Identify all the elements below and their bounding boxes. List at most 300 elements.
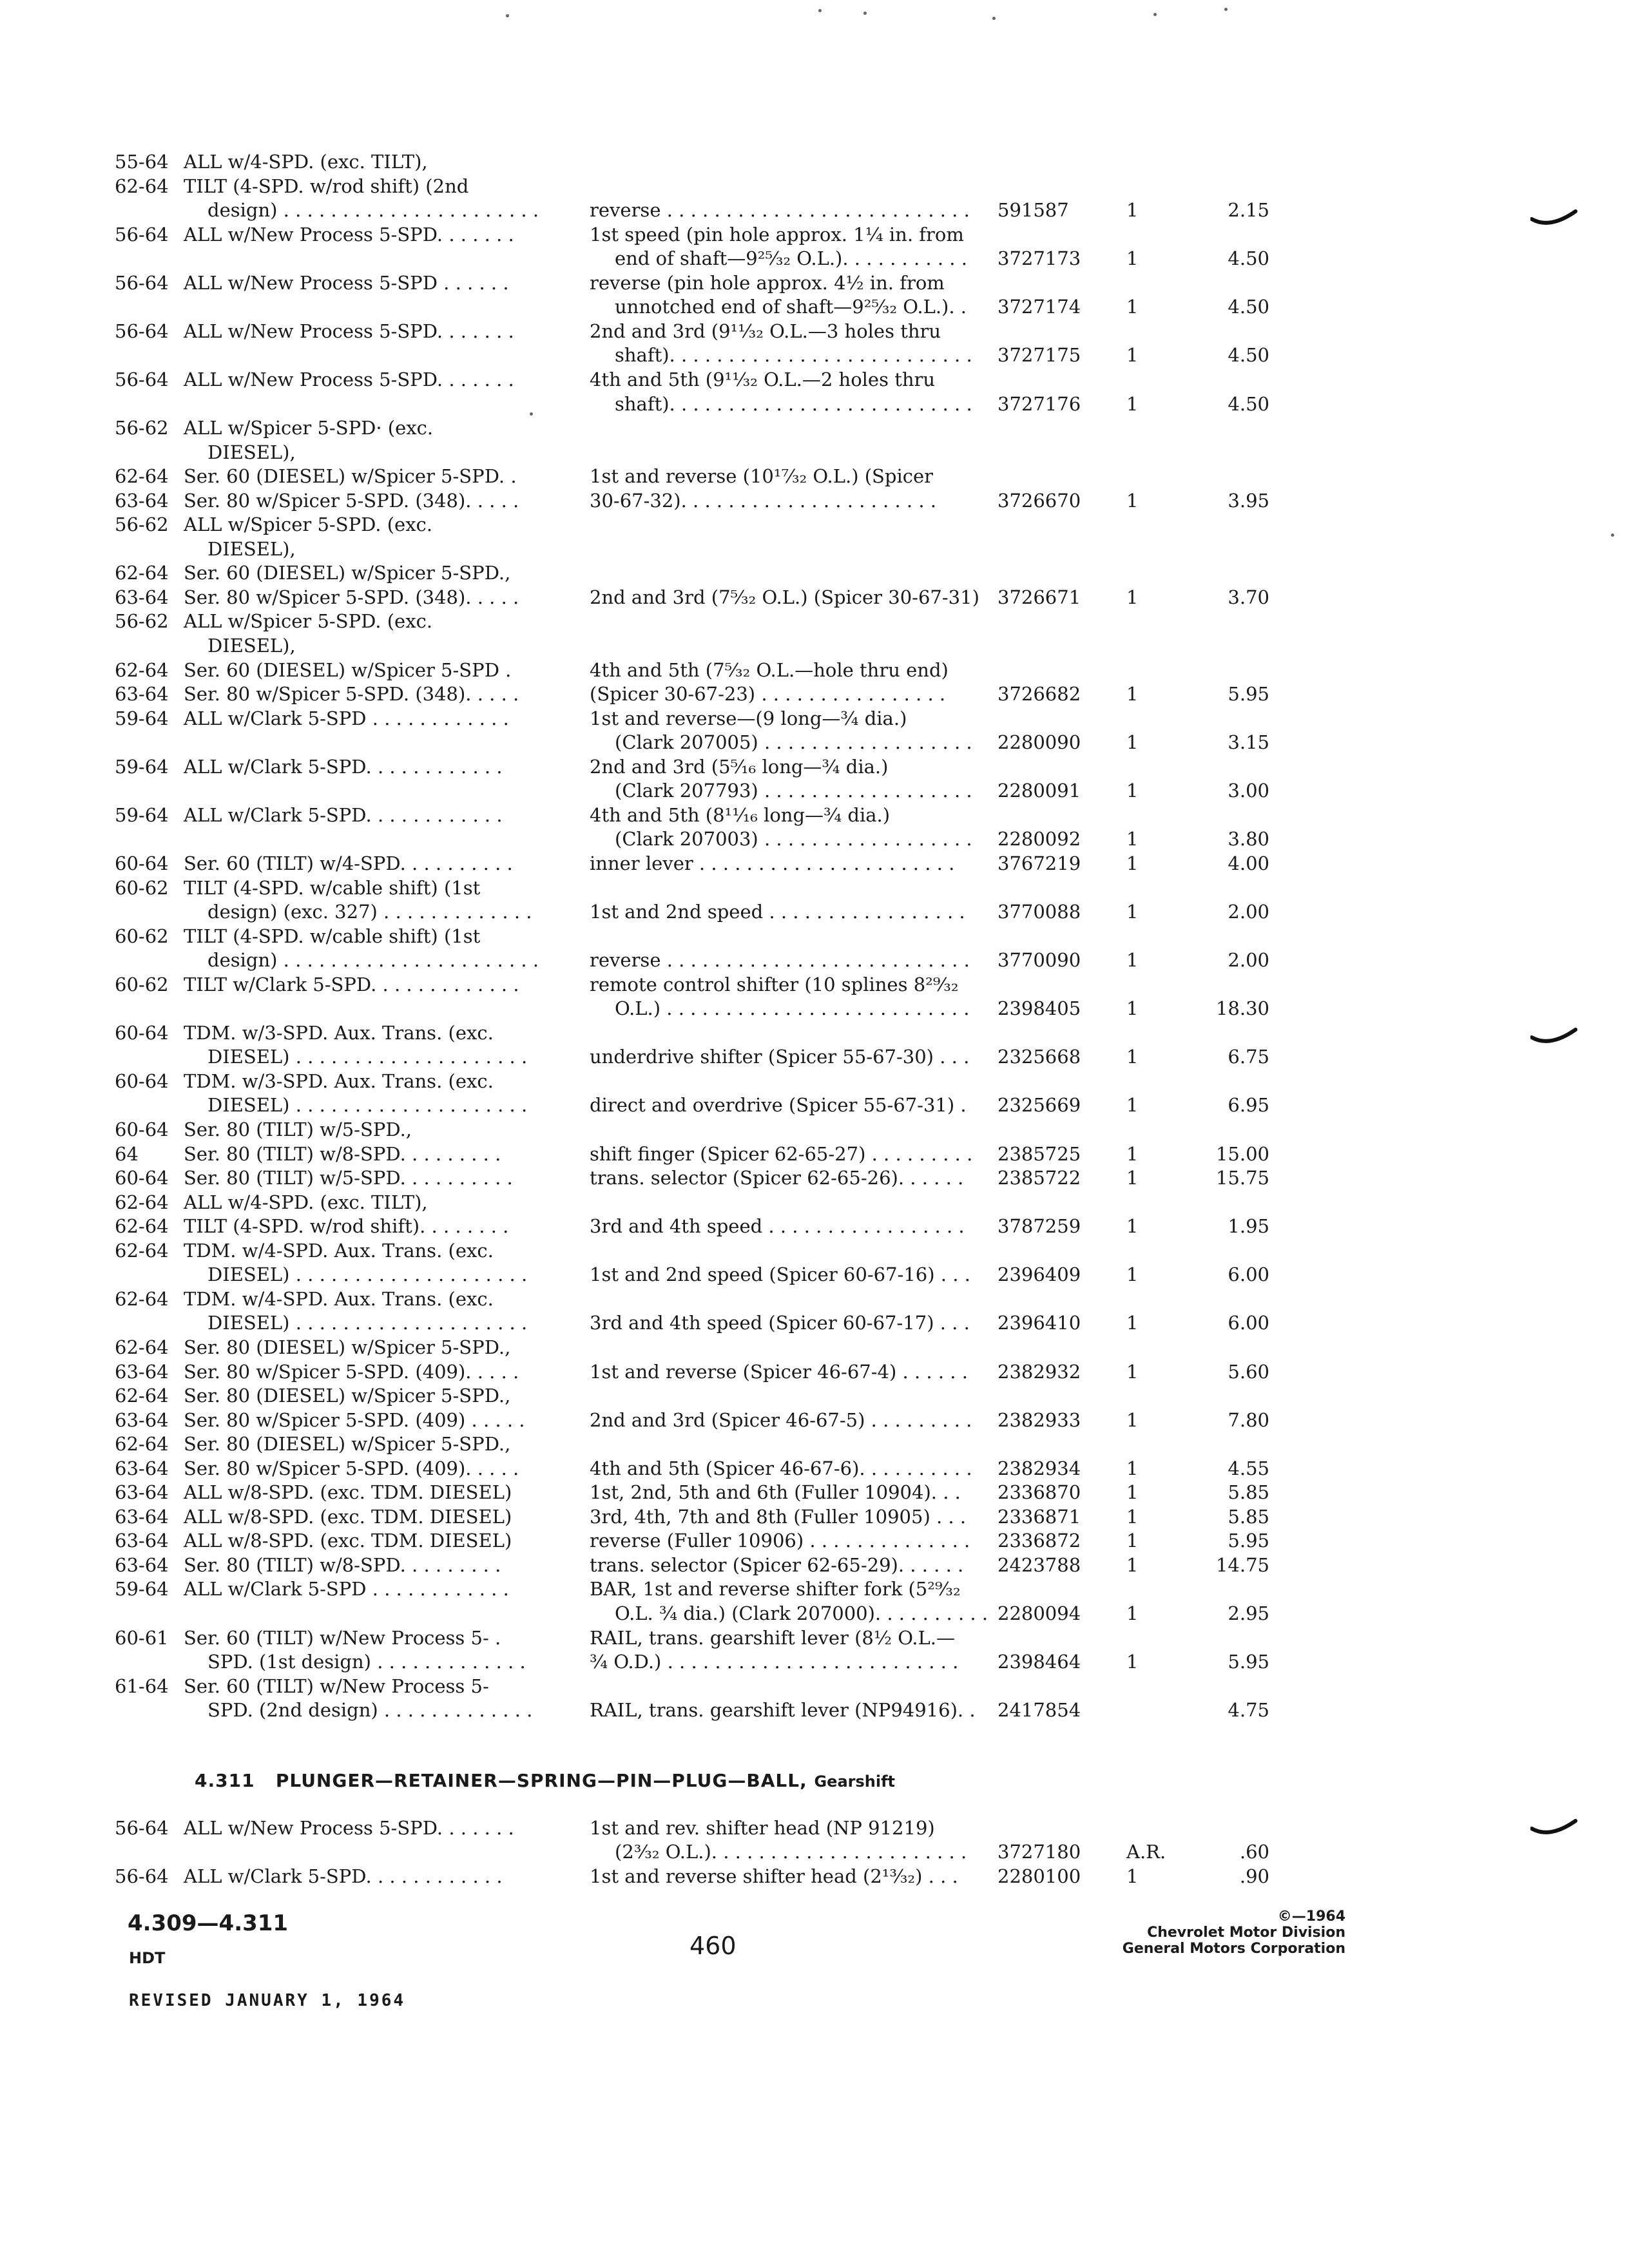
part-number: 3727173	[998, 247, 1081, 269]
model-years: 60-64	[115, 1070, 169, 1092]
application: DIESEL),	[207, 635, 296, 657]
part-description: shift finger (Spicer 62-65-27) . . . . . . . . .	[590, 1143, 973, 1165]
catalog-line	[0, 1649, 1629, 1674]
list-price: 6.75	[1228, 1046, 1269, 1068]
part-number: 2280092	[998, 828, 1081, 850]
part-number: 3726682	[998, 683, 1081, 705]
catalog-line	[0, 1117, 1629, 1142]
catalog-line	[0, 1553, 1629, 1577]
part-description: 2nd and 3rd (Spicer 46-67-5) . . . . . . . . .	[590, 1409, 972, 1431]
model-years: 60-62	[115, 925, 169, 947]
catalog-line	[0, 488, 1629, 513]
catalog-line	[0, 149, 1629, 174]
application: SPD. (1st design) . . . . . . . . . . . . .	[207, 1651, 526, 1673]
application: SPD. (2nd design) . . . . . . . . . . . . .	[207, 1699, 533, 1721]
application: Ser. 80 w/Spicer 5-SPD. (409) . . . . .	[184, 1409, 525, 1431]
application: Ser. 80 (TILT) w/8-SPD. . . . . . . . .	[184, 1143, 501, 1165]
application: DIESEL) . . . . . . . . . . . . . . . . . . . .	[207, 1094, 528, 1116]
application: ALL w/Clark 5-SPD . . . . . . . . . . . .	[184, 1578, 509, 1600]
part-description: shaft). . . . . . . . . . . . . . . . . . . . . . . . . .	[615, 344, 972, 366]
page-number: 460	[689, 1932, 737, 1960]
part-number: 3727176	[998, 393, 1081, 415]
part-number: 2325669	[998, 1094, 1081, 1116]
model-years: 63-64	[115, 1506, 169, 1528]
copyright-division: Chevrolet Motor Division	[1147, 1925, 1345, 1941]
part-description: 1st speed (pin hole approx. 1¼ in. from	[590, 224, 964, 245]
part-description: 4th and 5th (9¹¹⁄₃₂ O.L.—2 holes thru	[590, 369, 936, 390]
quantity: 1	[1126, 901, 1139, 923]
application: ALL w/8-SPD. (exc. TDM. DIESEL)	[184, 1506, 512, 1528]
list-price: 3.70	[1228, 586, 1269, 608]
model-years: 62-64	[115, 465, 169, 487]
list-price: 2.15	[1228, 199, 1269, 221]
application: Ser. 80 (DIESEL) w/Spicer 5-SPD.,	[184, 1385, 511, 1407]
part-description: 30-67-32). . . . . . . . . . . . . . . . . . . . . .	[590, 490, 937, 512]
part-description: 1st and 2nd speed . . . . . . . . . . . . . . . . .	[590, 901, 965, 923]
catalog-line	[0, 972, 1629, 997]
application: ALL w/New Process 5-SPD. . . . . . .	[184, 224, 514, 245]
quantity: 1	[1126, 1409, 1139, 1431]
catalog-line	[0, 198, 1629, 222]
part-number: 2280094	[998, 1602, 1081, 1624]
list-price: 5.85	[1228, 1481, 1269, 1503]
part-number: 2385722	[998, 1167, 1081, 1189]
catalog-line	[0, 876, 1629, 900]
model-years: 59-64	[115, 707, 169, 729]
quantity: 1	[1126, 1554, 1139, 1576]
quantity: 1	[1126, 1651, 1139, 1673]
list-price: 4.55	[1228, 1457, 1269, 1479]
catalog-line	[0, 1360, 1629, 1384]
margin-check-mark	[1530, 1026, 1579, 1052]
list-price: 15.00	[1215, 1143, 1269, 1165]
part-number: 3726670	[998, 490, 1081, 512]
application: ALL w/Clark 5-SPD. . . . . . . . . . . .	[184, 756, 503, 778]
model-years: 64	[115, 1143, 139, 1165]
part-description: 2nd and 3rd (9¹¹⁄₃₂ O.L.—3 holes thru	[590, 320, 941, 342]
quantity: 1	[1126, 828, 1139, 850]
part-description: reverse (pin hole approx. 4½ in. from	[590, 272, 945, 294]
part-description: unnotched end of shaft—9²⁵⁄₃₂ O.L.). .	[615, 296, 967, 318]
catalog-line	[0, 1408, 1629, 1432]
catalog-line	[0, 1335, 1629, 1360]
part-description: 1st and reverse shifter head (2¹³⁄₃₂) . . .	[590, 1865, 958, 1887]
catalog-line	[0, 803, 1629, 827]
catalog-line	[0, 1044, 1629, 1069]
quantity: 1	[1126, 1143, 1139, 1165]
quantity: 1	[1126, 1312, 1139, 1334]
quantity: 1	[1126, 1361, 1139, 1383]
application: ALL w/Clark 5-SPD . . . . . . . . . . . .	[184, 707, 509, 729]
part-number: 2423788	[998, 1554, 1081, 1576]
part-description: end of shaft—9²⁵⁄₃₂ O.L.). . . . . . . . . . .	[615, 247, 967, 269]
catalog-line	[0, 1480, 1629, 1504]
part-number: 2398405	[998, 997, 1081, 1019]
part-description: trans. selector (Spicer 62-65-26). . . . . .	[590, 1167, 964, 1189]
catalog-line	[0, 1432, 1629, 1456]
model-years: 63-64	[115, 490, 169, 512]
application: TDM. w/4-SPD. Aux. Trans. (exc.	[184, 1240, 494, 1262]
application: ALL w/New Process 5-SPD. . . . . . .	[184, 369, 514, 390]
part-number: 2336872	[998, 1530, 1081, 1552]
catalog-line	[0, 1577, 1629, 1601]
list-price: 18.30	[1215, 997, 1269, 1019]
part-description: O.L.) . . . . . . . . . . . . . . . . . . . . . . . . . .	[615, 997, 970, 1019]
scan-speck	[863, 12, 867, 15]
part-number: 2382934	[998, 1457, 1081, 1479]
model-years: 59-64	[115, 1578, 169, 1600]
model-years: 62-64	[115, 562, 169, 584]
scan-speck	[1611, 533, 1614, 537]
catalog-line	[0, 319, 1629, 343]
part-number: 591587	[998, 199, 1069, 221]
list-price: 2.00	[1228, 901, 1269, 923]
part-number: 2325668	[998, 1046, 1081, 1068]
catalog-line	[0, 1456, 1629, 1481]
model-years: 62-64	[115, 1215, 169, 1237]
scan-speck	[506, 14, 509, 17]
part-description: 1st and reverse (10¹⁷⁄₃₂ O.L.) (Spicer	[590, 465, 934, 487]
model-years: 62-64	[115, 1336, 169, 1358]
part-description: RAIL, trans. gearshift lever (NP94916). .	[590, 1699, 976, 1721]
application: DIESEL),	[207, 538, 296, 560]
part-description: underdrive shifter (Spicer 55-67-30) . . .	[590, 1046, 970, 1068]
part-description: direct and overdrive (Spicer 55-67-31) .	[590, 1094, 967, 1116]
catalog-line	[0, 899, 1629, 924]
part-description: reverse (Fuller 10906) . . . . . . . . . . . . . .	[590, 1530, 970, 1552]
part-number: 2382933	[998, 1409, 1081, 1431]
list-price: 6.00	[1228, 1264, 1269, 1285]
catalog-line	[0, 561, 1629, 585]
model-years: 62-64	[115, 1288, 169, 1310]
catalog-line	[0, 585, 1629, 610]
application: Ser. 80 (TILT) w/5-SPD. . . . . . . . . .	[184, 1167, 513, 1189]
catalog-line	[0, 948, 1629, 972]
application: Ser. 80 w/Spicer 5-SPD. (409). . . . .	[184, 1361, 519, 1383]
copyright-block	[1123, 1908, 1345, 1957]
part-description: 2nd and 3rd (5⁵⁄₁₆ long—¾ dia.)	[590, 756, 889, 778]
list-price: 4.00	[1228, 852, 1269, 874]
model-years: 56-64	[115, 1817, 169, 1839]
model-years: 62-64	[115, 1433, 169, 1455]
catalog-line	[0, 1142, 1629, 1166]
quantity: 1	[1126, 247, 1139, 269]
section-number: 4.311	[195, 1770, 255, 1791]
model-years: 56-64	[115, 369, 169, 390]
application: TDM. w/4-SPD. Aux. Trans. (exc.	[184, 1288, 494, 1310]
part-description: RAIL, trans. gearshift lever (8½ O.L.—	[590, 1627, 955, 1649]
catalog-line	[0, 392, 1629, 416]
catalog-line	[0, 222, 1629, 247]
quantity: 1	[1126, 344, 1139, 366]
quantity: 1	[1126, 1264, 1139, 1285]
application: ALL w/Clark 5-SPD. . . . . . . . . . . .	[184, 804, 503, 826]
part-description: (Clark 207005) . . . . . . . . . . . . . . . . . .	[615, 731, 972, 753]
catalog-line	[0, 1262, 1629, 1287]
application: TDM. w/3-SPD. Aux. Trans. (exc.	[184, 1070, 494, 1092]
copyright-corporation: General Motors Corporation	[1122, 1941, 1345, 1957]
scan-speck	[818, 9, 822, 12]
quantity: 1	[1126, 1457, 1139, 1479]
model-years: 63-64	[115, 1409, 169, 1431]
catalog-line	[0, 706, 1629, 731]
application: ALL w/Spicer 5-SPD. (exc.	[184, 610, 433, 632]
catalog-line	[0, 1069, 1629, 1093]
quantity: 1	[1126, 393, 1139, 415]
part-description: reverse . . . . . . . . . . . . . . . . . . . . . . . . . .	[590, 199, 970, 221]
application: design) . . . . . . . . . . . . . . . . . . . . . .	[207, 199, 539, 221]
part-description: reverse . . . . . . . . . . . . . . . . . . . . . . . . . .	[590, 949, 970, 971]
part-description: 4th and 5th (7⁵⁄₃₂ O.L.—hole thru end)	[590, 659, 949, 681]
catalog-line	[0, 609, 1629, 633]
model-years: 63-64	[115, 1361, 169, 1383]
application: TILT (4-SPD. w/cable shift) (1st	[184, 925, 481, 947]
part-description: 3rd and 4th speed (Spicer 60-67-17) . . .	[590, 1312, 970, 1334]
catalog-line	[0, 1674, 1629, 1698]
model-years: 56-64	[115, 272, 169, 294]
part-number: 3727180	[998, 1841, 1081, 1863]
list-price: 4.75	[1228, 1699, 1269, 1721]
list-price: 5.95	[1228, 1651, 1269, 1673]
catalog-line	[0, 1311, 1629, 1335]
application: ALL w/Spicer 5-SPD. (exc.	[184, 514, 433, 535]
list-price: 14.75	[1215, 1554, 1269, 1576]
model-years: 60-61	[115, 1627, 169, 1649]
part-number: 2396410	[998, 1312, 1081, 1334]
model-years: 62-64	[115, 659, 169, 681]
quantity: 1	[1126, 199, 1139, 221]
quantity: 1	[1126, 1094, 1139, 1116]
part-number: 3727175	[998, 344, 1081, 366]
application: Ser. 60 (DIESEL) w/Spicer 5-SPD.,	[184, 562, 511, 584]
part-number: 3767219	[998, 852, 1081, 874]
list-price: 7.80	[1228, 1409, 1269, 1431]
application: TILT w/Clark 5-SPD. . . . . . . . . . . . .	[184, 974, 519, 995]
application: ALL w/New Process 5-SPD. . . . . . .	[184, 1817, 514, 1839]
list-price: 2.95	[1228, 1602, 1269, 1624]
application: DIESEL) . . . . . . . . . . . . . . . . . . . .	[207, 1264, 528, 1285]
section-heading	[195, 1770, 895, 1791]
application: ALL w/4-SPD. (exc. TILT),	[184, 151, 428, 173]
application: Ser. 80 (DIESEL) w/Spicer 5-SPD.,	[184, 1336, 511, 1358]
catalog-line	[0, 1528, 1629, 1553]
catalog-line	[0, 1093, 1629, 1117]
model-years: 56-64	[115, 1865, 169, 1887]
model-years: 60-62	[115, 877, 169, 899]
application: TILT (4-SPD. w/cable shift) (1st	[184, 877, 481, 899]
application: ALL w/New Process 5-SPD. . . . . . .	[184, 320, 514, 342]
catalog-line	[0, 851, 1629, 876]
scan-speck	[530, 412, 533, 416]
quantity: 1	[1126, 1046, 1139, 1068]
catalog-line	[0, 778, 1629, 803]
model-years: 62-64	[115, 175, 169, 197]
part-description: O.L. ¾ dia.) (Clark 207000). . . . . . . . . .	[615, 1602, 988, 1624]
part-description: 1st and reverse—(9 long—¾ dia.)	[590, 707, 907, 729]
list-price: 6.95	[1228, 1094, 1269, 1116]
catalog-line	[0, 1601, 1629, 1626]
part-description: (Clark 207793) . . . . . . . . . . . . . . . . . .	[615, 780, 972, 802]
catalog-line	[0, 1166, 1629, 1190]
quantity: 1	[1126, 1602, 1139, 1624]
series-label: HDT	[129, 1949, 166, 1967]
part-number: 2398464	[998, 1651, 1081, 1673]
model-years: 63-64	[115, 1457, 169, 1479]
part-number: 2336871	[998, 1506, 1081, 1528]
part-number: 2417854	[998, 1699, 1081, 1721]
model-years: 59-64	[115, 756, 169, 778]
quantity: A.R.	[1126, 1841, 1166, 1863]
list-price: 3.80	[1228, 828, 1269, 850]
margin-check-mark	[1530, 207, 1579, 233]
model-years: 62-64	[115, 1240, 169, 1262]
part-description: 1st, 2nd, 5th and 6th (Fuller 10904). . .	[590, 1481, 961, 1503]
part-description: BAR, 1st and reverse shifter fork (5²⁹⁄₃₂	[590, 1578, 961, 1600]
catalog-line	[0, 1698, 1629, 1722]
model-years: 56-62	[115, 610, 169, 632]
catalog-line	[0, 827, 1629, 851]
section-subtitle: Gearshift	[814, 1773, 896, 1791]
quantity: 1	[1126, 490, 1139, 512]
list-price: 3.95	[1228, 490, 1269, 512]
application: ALL w/Spicer 5-SPD· (exc.	[184, 417, 434, 439]
copyright-year: ©—1964	[1277, 1908, 1345, 1925]
page-range-label: 4.309—4.311	[128, 1910, 289, 1936]
revision-date: REVISED JANUARY 1, 1964	[129, 1991, 406, 2010]
catalog-line	[0, 996, 1629, 1021]
list-price: 4.50	[1228, 296, 1269, 318]
model-years: 63-64	[115, 1530, 169, 1552]
quantity: 1	[1126, 1865, 1139, 1887]
part-number: 3727174	[998, 296, 1081, 318]
part-number: 3770090	[998, 949, 1081, 971]
part-description: 4th and 5th (8¹¹⁄₁₆ long—¾ dia.)	[590, 804, 891, 826]
list-price: 6.00	[1228, 1312, 1269, 1334]
list-price: 5.60	[1228, 1361, 1269, 1383]
list-price: 3.00	[1228, 780, 1269, 802]
part-number: 2382932	[998, 1361, 1081, 1383]
catalog-line	[0, 512, 1629, 537]
quantity: 1	[1126, 852, 1139, 874]
list-price: 3.15	[1228, 731, 1269, 753]
quantity: 1	[1126, 780, 1139, 802]
model-years: 62-64	[115, 1385, 169, 1407]
application: ALL w/4-SPD. (exc. TILT),	[184, 1191, 428, 1213]
catalog-line	[0, 1816, 1629, 1840]
section-title-text: PLUNGER—RETAINER—SPRING—PIN—PLUG—BALL,	[275, 1770, 807, 1791]
model-years: 59-64	[115, 804, 169, 826]
list-price: 5.95	[1228, 1530, 1269, 1552]
scan-speck	[1224, 8, 1228, 11]
part-description: 3rd and 4th speed . . . . . . . . . . . . . . . . .	[590, 1215, 965, 1237]
margin-check-mark	[1530, 1817, 1579, 1843]
list-price: .60	[1239, 1841, 1269, 1863]
catalog-line	[0, 1214, 1629, 1238]
catalog-line	[0, 924, 1629, 948]
application: ALL w/8-SPD. (exc. TDM. DIESEL)	[184, 1481, 512, 1503]
catalog-line	[0, 1021, 1629, 1045]
application: ALL w/8-SPD. (exc. TDM. DIESEL)	[184, 1530, 512, 1552]
part-number: 2280091	[998, 780, 1081, 802]
catalog-line	[0, 658, 1629, 682]
list-price: 5.95	[1228, 683, 1269, 705]
application: TILT (4-SPD. w/rod shift). . . . . . . .	[184, 1215, 509, 1237]
model-years: 56-64	[115, 224, 169, 245]
catalog-line	[0, 1504, 1629, 1529]
catalog-line	[0, 1626, 1629, 1650]
quantity: 1	[1126, 949, 1139, 971]
application: Ser. 60 (DIESEL) w/Spicer 5-SPD. .	[184, 465, 517, 487]
quantity: 1	[1126, 1167, 1139, 1189]
quantity: 1	[1126, 1530, 1139, 1552]
application: Ser. 80 (TILT) w/8-SPD. . . . . . . . .	[184, 1554, 501, 1576]
model-years: 63-64	[115, 1481, 169, 1503]
catalog-line	[0, 1287, 1629, 1311]
model-years: 56-64	[115, 320, 169, 342]
part-number: 2280090	[998, 731, 1081, 753]
scan-speck	[1153, 13, 1157, 16]
part-number: 2280100	[998, 1865, 1081, 1887]
part-description: ¾ O.D.) . . . . . . . . . . . . . . . . . . . . . . . . .	[590, 1651, 959, 1673]
catalog-line	[0, 464, 1629, 488]
part-number: 3726671	[998, 586, 1081, 608]
catalog-line	[0, 633, 1629, 658]
application: Ser. 60 (DIESEL) w/Spicer 5-SPD .	[184, 659, 512, 681]
model-years: 63-64	[115, 683, 169, 705]
model-years: 56-62	[115, 514, 169, 535]
model-years: 62-64	[115, 1191, 169, 1213]
part-description: (2³⁄₃₂ O.L.). . . . . . . . . . . . . . . . . . . . . .	[615, 1841, 967, 1863]
catalog-line	[0, 246, 1629, 271]
part-description: trans. selector (Spicer 62-65-29). . . . . .	[590, 1554, 964, 1576]
catalog-line	[0, 1864, 1629, 1888]
catalog-line	[0, 174, 1629, 198]
model-years: 60-64	[115, 852, 169, 874]
list-price: 1.95	[1228, 1215, 1269, 1237]
quantity: 1	[1126, 997, 1139, 1019]
application: TDM. w/3-SPD. Aux. Trans. (exc.	[184, 1022, 494, 1044]
application: DIESEL) . . . . . . . . . . . . . . . . . . . .	[207, 1046, 528, 1068]
catalog-line	[0, 367, 1629, 392]
quantity: 1	[1126, 1215, 1139, 1237]
part-description: 1st and 2nd speed (Spicer 60-67-16) . . .	[590, 1264, 970, 1285]
application: design) . . . . . . . . . . . . . . . . . . . . . .	[207, 949, 539, 971]
model-years: 63-64	[115, 586, 169, 608]
part-number: 2396409	[998, 1264, 1081, 1285]
part-description: shaft). . . . . . . . . . . . . . . . . . . . . . . . . .	[615, 393, 972, 415]
application: DIESEL) . . . . . . . . . . . . . . . . . . . .	[207, 1312, 528, 1334]
part-description: 4th and 5th (Spicer 46-67-6). . . . . . . . . .	[590, 1457, 972, 1479]
application: Ser. 80 w/Spicer 5-SPD. (348). . . . .	[184, 683, 519, 705]
part-description: (Spicer 30-67-23) . . . . . . . . . . . . . . . .	[590, 683, 946, 705]
quantity: 1	[1126, 731, 1139, 753]
list-price: 4.50	[1228, 344, 1269, 366]
catalog-line	[0, 682, 1629, 706]
model-years: 60-64	[115, 1167, 169, 1189]
list-price: .90	[1239, 1865, 1269, 1887]
application: Ser. 60 (TILT) w/New Process 5-	[184, 1675, 489, 1697]
catalog-line	[0, 440, 1629, 465]
quantity: 1	[1126, 1481, 1139, 1503]
list-price: 15.75	[1215, 1167, 1269, 1189]
application: Ser. 80 w/Spicer 5-SPD. (409). . . . .	[184, 1457, 519, 1479]
catalog-line	[0, 416, 1629, 440]
model-years: 63-64	[115, 1554, 169, 1576]
quantity: 1	[1126, 296, 1139, 318]
catalog-line	[0, 1190, 1629, 1215]
list-price: 5.85	[1228, 1506, 1269, 1528]
catalog-line	[0, 1840, 1629, 1864]
